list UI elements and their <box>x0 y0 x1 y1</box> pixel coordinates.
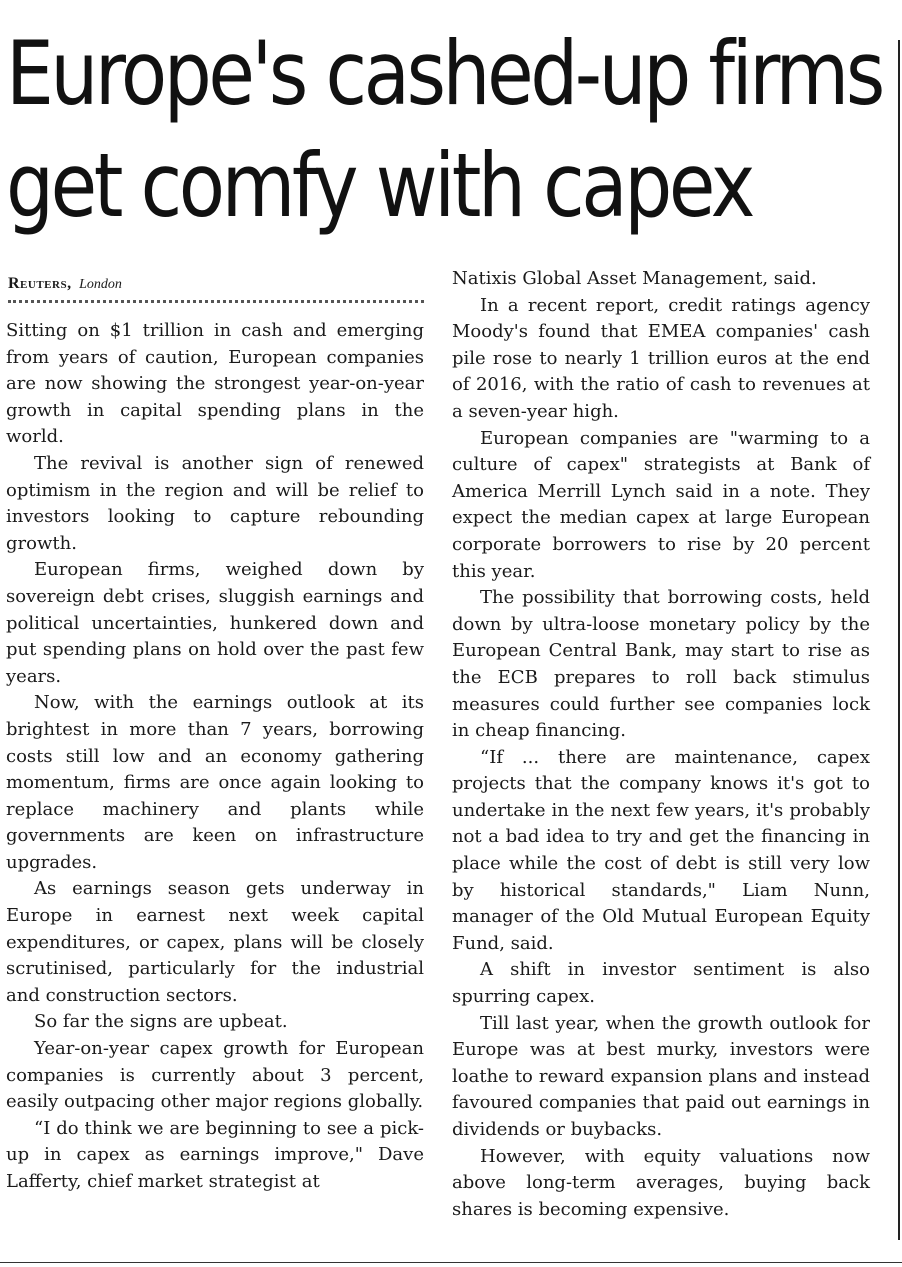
paragraph: As earnings season gets underway in Europe in earnest next week capital expenditures, or capex, plans will be closely scrutinised, particularly for the industrial and construction sectors. <box>6 878 424 1006</box>
dotted-divider <box>8 300 424 303</box>
paragraph: However, with equity valuations now above long-term averages, buying back shares is becoming expensive. <box>452 1145 870 1220</box>
paragraph: Year-on-year capex growth for European companies is currently about 3 percent, easily outpacing other major regions globally. <box>6 1038 424 1113</box>
headline: Europe's cashed-up firms get comfy with capex <box>6 22 882 237</box>
paragraph: So far the signs are upbeat. <box>34 1011 288 1033</box>
column-rule <box>898 40 900 1240</box>
left-column <box>6 318 424 1196</box>
paragraph: European firms, weighed down by sovereign debt crises, sluggish earnings and political uncertainties, hunkered down and put spending plans on hold over the past few years. <box>6 559 424 687</box>
byline-agency: Reuters, <box>8 275 72 292</box>
paragraph: “I do think we are beginning to see a pick-up in capex as earnings improve," Dave Lafferty, chief market strategist at <box>6 1117 424 1192</box>
paragraph: The revival is another sign of renewed optimism in the region and will be relief to investors looking to capture rebounding growth. <box>6 452 424 554</box>
paragraph: Sitting on $1 trillion in cash and emerging from years of caution, European companies are now showing the strongest year-on-year growth in capital spending plans in the world. <box>6 320 424 448</box>
paragraph: The possibility that borrowing costs, held down by ultra-loose monetary policy by the European Central Bank, may start to rise as the ECB prepares to roll back stimulus measures could further see companies lock in cheap financing. <box>452 587 870 742</box>
paragraph: A shift in investor sentiment is also spurring capex. <box>452 959 870 1008</box>
byline-location: London <box>79 277 122 292</box>
paragraph: Till last year, when the growth outlook for Europe was at best murky, investors were loathe to reward expansion plans and instead favoured companies that paid out earnings in dividends or buybacks. <box>452 1012 870 1140</box>
paragraph: Now, with the earnings outlook at its brightest in more than 7 years, borrowing costs still low and an economy gathering momentum, firms are once again looking to replace machinery and plants while governments are keen on infrastructure upgrades. <box>6 692 424 873</box>
right-column <box>452 266 870 1223</box>
paragraph: Natixis Global Asset Management, said. <box>452 268 817 289</box>
byline <box>8 275 122 293</box>
paragraph: European companies are "warming to a culture of capex" strategists at Bank of America Merrill Lynch said in a note. They expect the median capex at large European corporate borrowers to rise by 20 percent this year. <box>452 427 870 582</box>
paragraph: In a recent report, credit ratings agency Moody's found that EMEA companies' cash pile rose to nearly 1 trillion euros at the end of 2016, with the ratio of cash to revenues at a seven-year high. <box>452 294 870 422</box>
paragraph: “If ... there are maintenance, capex projects that the company knows it's got to undertake in the next few years, it's probably not a bad idea to try and get the financing in place while the cost of debt is still very low by historical standards," Liam Nunn, manager of the Old Mutual European Equity Fund, said. <box>452 746 870 954</box>
bottom-rule <box>0 1262 902 1263</box>
